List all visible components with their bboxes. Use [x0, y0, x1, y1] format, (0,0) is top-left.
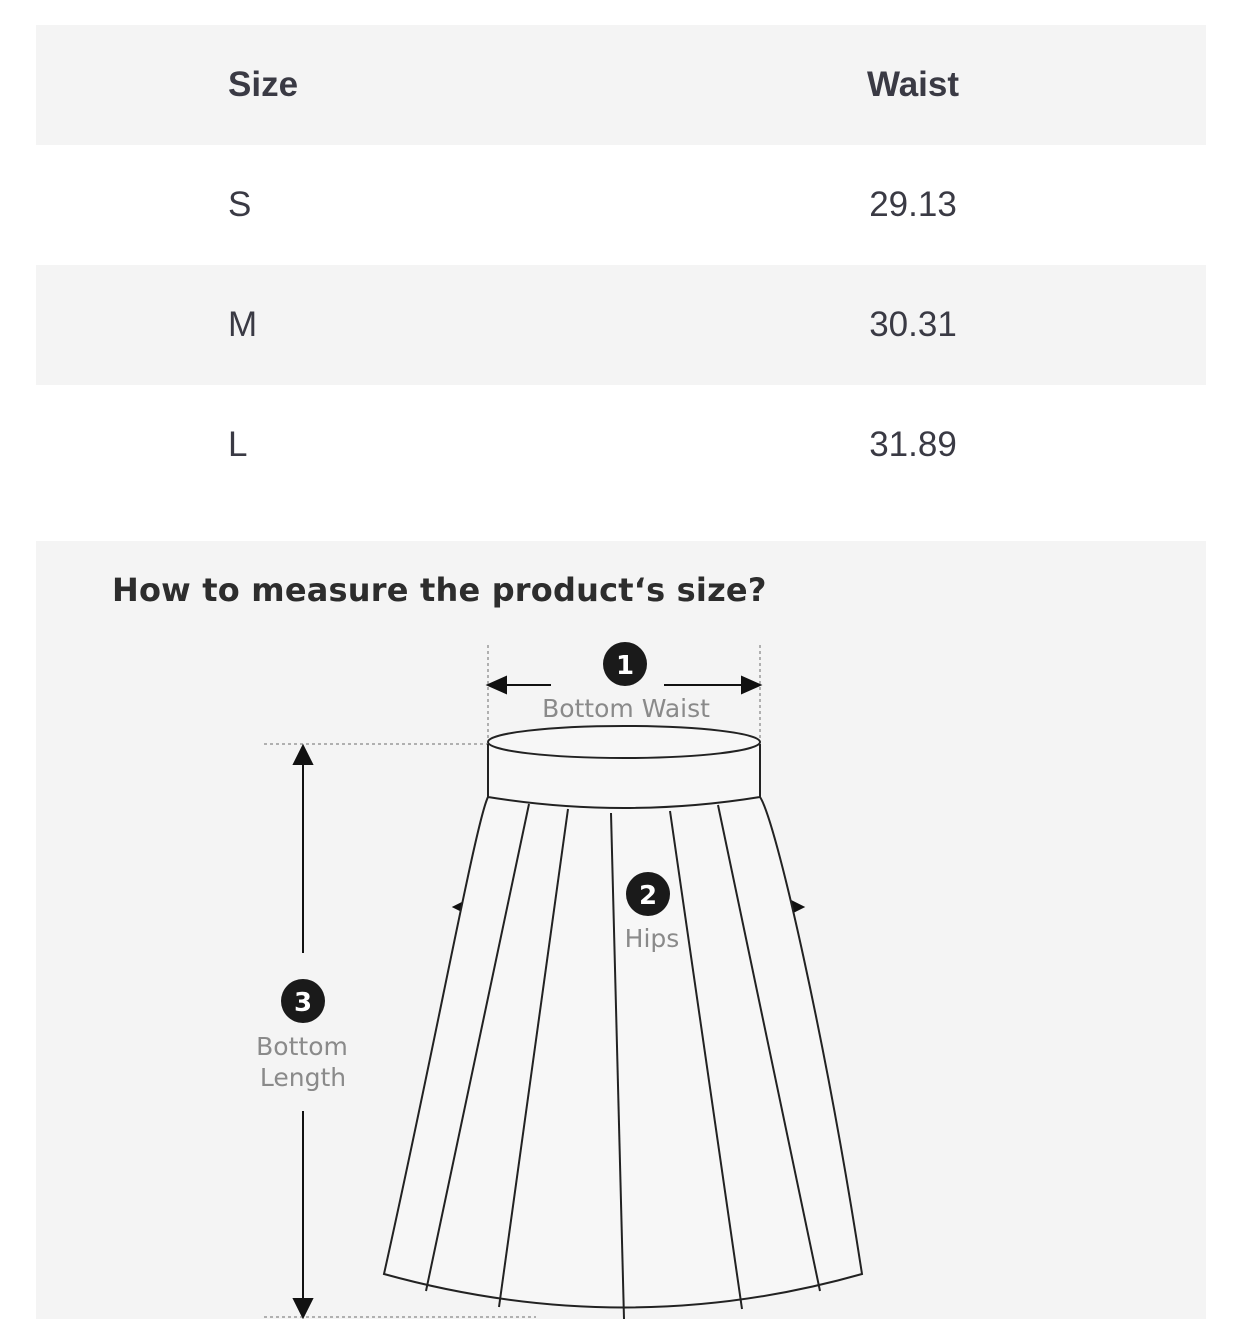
marker-1 — [542, 642, 710, 723]
svg-text:3: 3 — [293, 988, 313, 1018]
size-table — [36, 25, 1206, 505]
table-header-row: Size Waist — [36, 25, 1206, 145]
svg-text:1: 1 — [615, 651, 635, 681]
waist-cell: 31.89 — [869, 425, 957, 464]
waist-cell: 30.31 — [869, 305, 957, 344]
waist-cell: 29.13 — [869, 185, 957, 224]
guide-title: How to measure the product‘s size? — [112, 571, 767, 609]
svg-text:Bottom Waist: Bottom Waist — [542, 694, 710, 723]
skirt-outline — [384, 726, 862, 1308]
svg-text:Bottom: Bottom — [256, 1032, 348, 1061]
table-row: L 31.89 — [36, 385, 1206, 505]
skirt-diagram — [36, 541, 1206, 1319]
table-row: M 30.31 — [36, 265, 1206, 385]
table-row: S 29.13 — [36, 145, 1206, 265]
svg-text:Hips: Hips — [624, 924, 680, 953]
header-waist: Waist — [866, 65, 960, 104]
svg-text:2: 2 — [638, 881, 658, 911]
measure-guide — [36, 541, 1206, 1319]
svg-text:Length: Length — [259, 1063, 347, 1092]
marker-3 — [256, 979, 348, 1092]
